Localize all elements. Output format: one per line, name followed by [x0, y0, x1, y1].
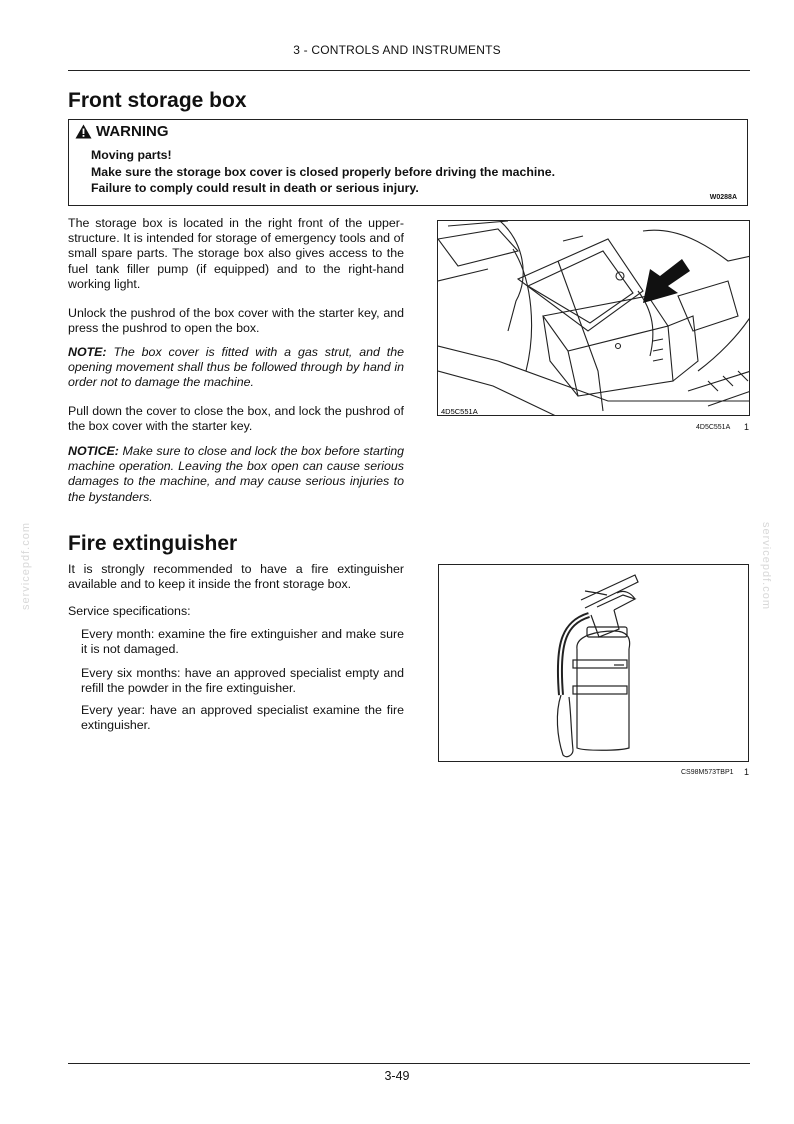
- extinguisher-figure-number: 1: [744, 767, 750, 777]
- footer-rule: [68, 1063, 750, 1064]
- extinguisher-figure-code: CS98M573TBP1: [681, 769, 734, 776]
- storage-paragraph-1: The storage box is located in the right front of the upper-structure. It is intended for storage of emergency tools and of small spare parts. The storage box also gives access to the fuel tank filler pump (if equipped) and to the right-hand working light.: [68, 216, 404, 291]
- notice-text: Make sure to close and lock the box before starting machine operation. Leaving the box open can cause serious damages to the machine, and may cause serious injuries to the bystanders.: [68, 444, 404, 504]
- warning-line-3: Failure to comply could result in death or serious injury.: [91, 181, 419, 195]
- extinguisher-paragraph-1: It is strongly recommended to have a fire extinguisher available and to keep it inside the front storage box.: [68, 562, 404, 592]
- storage-note: [68, 345, 404, 391]
- storage-box-figure: [437, 220, 750, 416]
- warning-text: [91, 147, 555, 197]
- note-label: NOTE:: [68, 345, 107, 359]
- warning-heading: [75, 123, 169, 140]
- storage-paragraph-2: Unlock the pushrod of the box cover with the starter key, and press the pushrod to open the box.: [68, 306, 404, 336]
- page-number: 3-49: [384, 1069, 410, 1083]
- header-rule: [68, 70, 750, 71]
- warning-box: [68, 119, 748, 206]
- service-item-monthly: Every month: examine the fire extinguisher and make sure it is not damaged.: [81, 627, 404, 657]
- watermark-right: servicepdf.com: [759, 522, 772, 610]
- storage-box-illustration: [438, 221, 750, 416]
- section-title-extinguisher: Fire extinguisher: [68, 532, 238, 555]
- storage-figure-code: 4D5C551A: [696, 424, 731, 431]
- service-item-six-months: Every six months: have an approved specialist empty and refill the powder in the fire extinguisher.: [81, 666, 404, 696]
- warning-triangle-icon: [75, 124, 92, 139]
- extinguisher-figure: [438, 564, 749, 762]
- warning-label: WARNING: [96, 123, 169, 140]
- storage-paragraph-3: Pull down the cover to close the box, and lock the pushrod of the box cover with the starter key.: [68, 404, 404, 434]
- section-title-storage: Front storage box: [68, 89, 247, 112]
- service-specifications-label: Service specifications:: [68, 604, 191, 618]
- service-item-yearly: Every year: have an approved specialist examine the fire extinguisher.: [81, 703, 404, 733]
- warning-code: W0288A: [709, 194, 737, 201]
- storage-notice: [68, 444, 404, 505]
- warning-line-2: Make sure the storage box cover is closed properly before driving the machine.: [91, 164, 556, 179]
- chapter-header: 3 - CONTROLS AND INSTRUMENTS: [293, 43, 501, 57]
- note-text: The box cover is fitted with a gas strut, and the opening movement shall thus be followed through by hand in order not to damage the machine.: [68, 345, 404, 390]
- notice-label: NOTICE:: [68, 444, 119, 458]
- storage-figure-inner-label: 4D5C551A: [441, 407, 478, 416]
- watermark-left: servicepdf.com: [19, 522, 32, 610]
- storage-figure-number: 1: [744, 422, 750, 432]
- fire-extinguisher-illustration: [439, 565, 749, 762]
- warning-line-1: Moving parts!: [91, 148, 172, 162]
